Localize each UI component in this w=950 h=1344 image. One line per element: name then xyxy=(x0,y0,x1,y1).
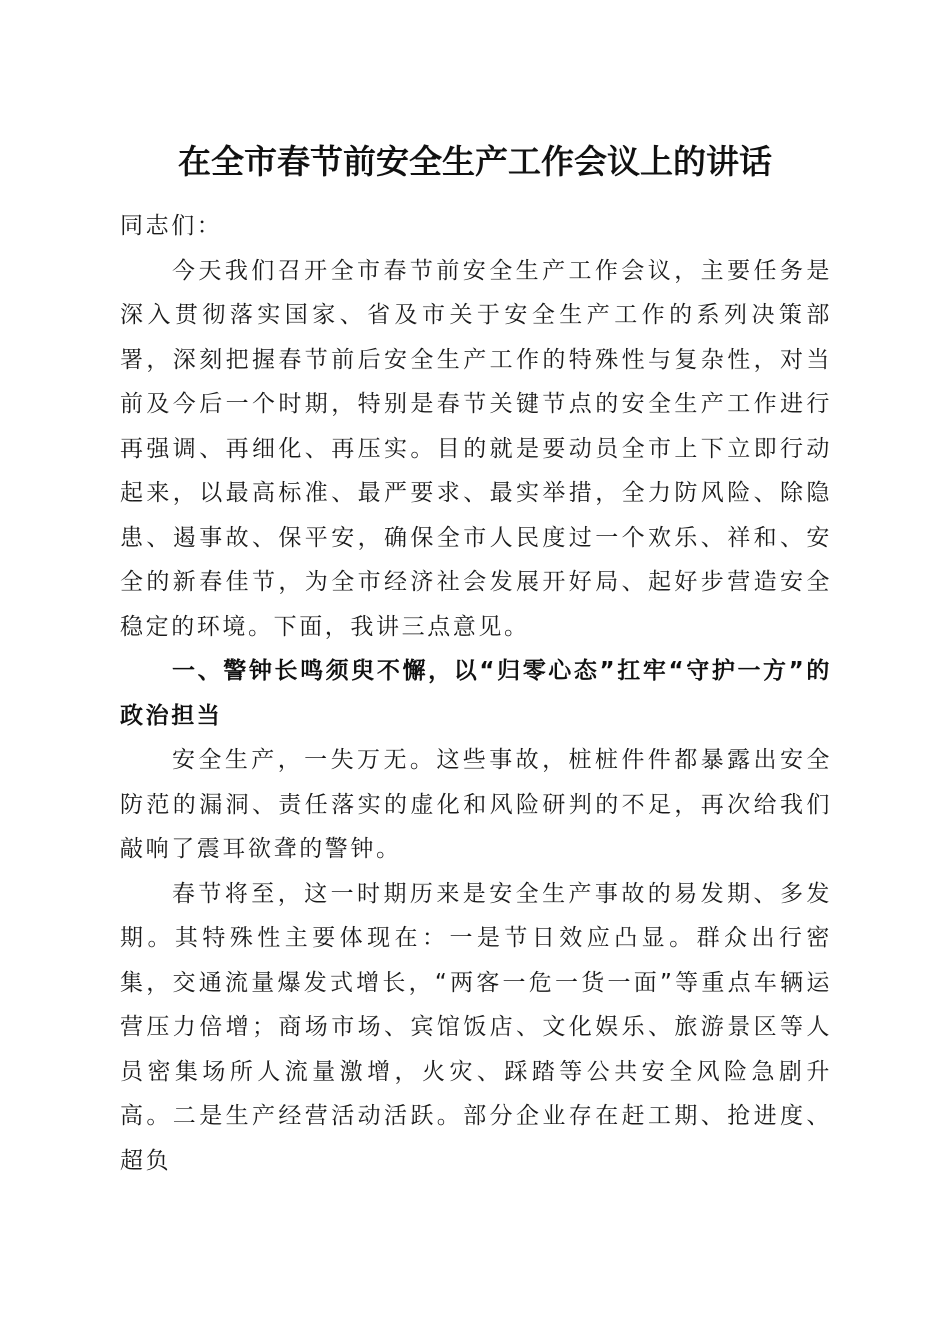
page-title: 在全市春节前安全生产工作会议上的讲话 xyxy=(178,142,772,181)
paragraph-intro: 今天我们召开全市春节前安全生产工作会议，主要任务是深入贯彻落实国家、省及市关于安全生产工作的系列决策部署，深刻把握春节前后安全生产工作的特殊性与复杂性，对当前及今后一个时期，特别是春节关键节点的安全生产工作进行再强调、再细化、再压实。目的就是要动员全市上下立即行动起来，以最高标准、最严要求、最实举措，全力防风险、除隐患、遏事故、保平安，确保全市人民度过一个欢乐、祥和、安全的新春佳节，为全市经济社会发展开好局、起好步营造安全稳定的环境。下面，我讲三点意见。 xyxy=(120,257,832,640)
paragraph-section1-2: 春节将至，这一时期历来是安全生产事故的易发期、多发期。其特殊性主要体现在：一是节日效应凸显。群众出行密集，交通流量爆发式增长，“两客一危一货一面”等重点车辆运营压力倍增；商场市场、宾馆饭店、文化娱乐、旅游景区等人员密集场所人流量激增，火灾、踩踏等公共安全风险急剧升高。二是生产经营活动活跃。部分企业存在赶工期、抢进度、超负 xyxy=(120,880,832,1174)
paragraph-section1-1: 安全生产，一失万无。这些事故，桩桩件件都暴露出安全防范的漏洞、责任落实的虚化和风险研判的不足，再次给我们敲响了震耳欲聋的警钟。 xyxy=(120,747,832,862)
salutation: 同志们： xyxy=(120,213,223,239)
document-body xyxy=(120,204,832,1183)
section-heading-1: 一、警钟长鸣须臾不懈，以“归零心态”扛牢“守护一方”的政治担当 xyxy=(120,658,832,729)
